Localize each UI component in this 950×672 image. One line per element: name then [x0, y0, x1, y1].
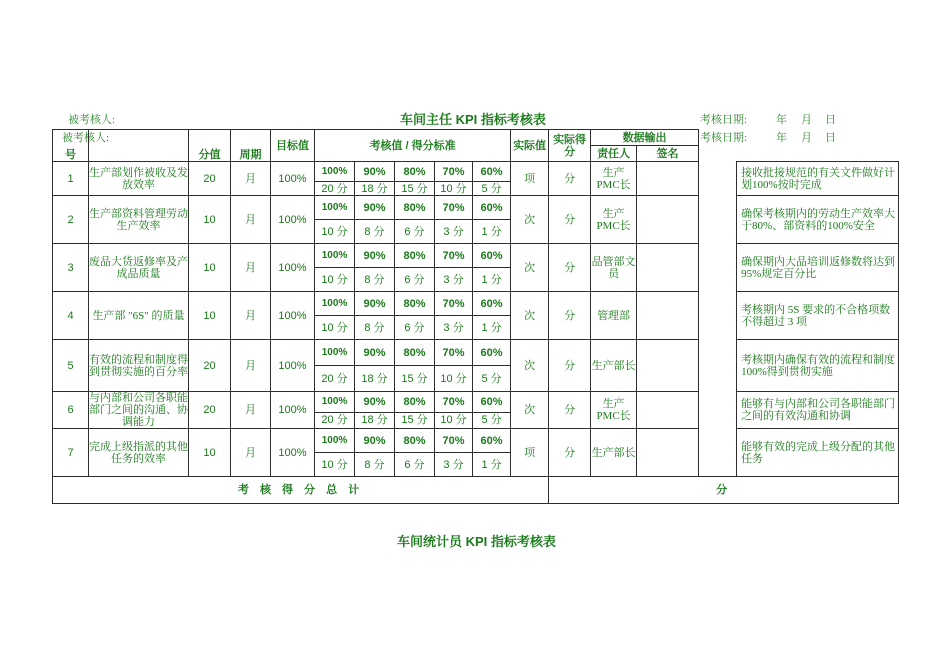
actual-score-unit: 分	[549, 196, 591, 244]
actual-unit: 次	[511, 392, 549, 429]
period-value: 月	[231, 292, 271, 340]
level-1: 100%	[315, 340, 355, 366]
actual-unit: 次	[511, 292, 549, 340]
spacer-cell	[699, 162, 737, 196]
spacer-cell	[699, 340, 737, 392]
kpi-table	[52, 129, 899, 504]
target-value: 100%	[271, 340, 315, 392]
period-value: 月	[231, 244, 271, 292]
score-2: 18 分	[355, 182, 395, 196]
score-3: 6 分	[395, 220, 435, 244]
score-5: 1 分	[473, 220, 511, 244]
weight-value: 10	[189, 196, 231, 244]
signature-cell	[637, 392, 699, 429]
level-5: 60%	[473, 392, 511, 413]
col-score-standard: 考核值 / 得分标准	[315, 130, 511, 162]
row-number: 4	[53, 292, 89, 340]
date-label-2: 考核日期:	[700, 132, 748, 144]
score-4: 10 分	[435, 182, 473, 196]
level-5: 60%	[473, 162, 511, 182]
date-day-2: 日	[825, 132, 836, 144]
score-1: 10 分	[315, 316, 355, 340]
score-4: 10 分	[435, 412, 473, 428]
kpi-item: 生产部 "6S" 的质量	[89, 292, 189, 340]
target-value: 100%	[271, 196, 315, 244]
date-day: 日	[825, 114, 836, 126]
owner-value: 生产部长	[591, 429, 637, 477]
signature-cell	[637, 244, 699, 292]
score-2: 8 分	[355, 220, 395, 244]
owner-value: 品管部文员	[591, 244, 637, 292]
col-seq: 号	[53, 130, 89, 162]
score-1: 10 分	[315, 268, 355, 292]
target-value: 100%	[271, 292, 315, 340]
page-title: 车间主任 KPI 指标考核表	[400, 112, 546, 127]
table-row	[53, 292, 899, 316]
period-value: 月	[231, 429, 271, 477]
col-weight: 分值	[189, 130, 231, 162]
level-3: 80%	[395, 340, 435, 366]
level-3: 80%	[395, 429, 435, 453]
score-5: 1 分	[473, 268, 511, 292]
actual-score-unit: 分	[549, 162, 591, 196]
score-5: 1 分	[473, 453, 511, 477]
actual-unit: 项	[511, 162, 549, 196]
table-row	[53, 340, 899, 366]
kpi-item: 完成上级指派的其他任务的效率	[89, 429, 189, 477]
level-4: 70%	[435, 340, 473, 366]
target-value: 100%	[271, 392, 315, 429]
actual-unit: 项	[511, 429, 549, 477]
level-1: 100%	[315, 429, 355, 453]
table-row	[53, 162, 899, 182]
score-1: 10 分	[315, 453, 355, 477]
row-number: 5	[53, 340, 89, 392]
score-1: 20 分	[315, 366, 355, 392]
score-5: 5 分	[473, 182, 511, 196]
standard-text: 接收批接规范的有关文件做好计划100%按时完成	[737, 162, 899, 196]
level-1: 100%	[315, 392, 355, 413]
level-4: 70%	[435, 429, 473, 453]
level-4: 70%	[435, 244, 473, 268]
actual-unit: 次	[511, 244, 549, 292]
table-row	[53, 429, 899, 453]
date-label: 考核日期:	[700, 114, 748, 126]
signature-cell	[637, 162, 699, 196]
score-3: 6 分	[395, 268, 435, 292]
row-number: 2	[53, 196, 89, 244]
actual-unit: 次	[511, 196, 549, 244]
col-actual-score: 实际得分	[549, 130, 591, 162]
score-4: 10 分	[435, 366, 473, 392]
score-1: 20 分	[315, 182, 355, 196]
standard-text: 确保考核期内的劳动生产效率大于80%、部资料的100%安全	[737, 196, 899, 244]
weight-value: 20	[189, 340, 231, 392]
col-target: 目标值	[271, 130, 315, 162]
table-row	[53, 196, 899, 220]
col-data-output: 数据输出	[591, 130, 699, 146]
actual-score-unit: 分	[549, 340, 591, 392]
owner-value: 管理部	[591, 292, 637, 340]
weight-value: 10	[189, 292, 231, 340]
score-5: 5 分	[473, 366, 511, 392]
spacer-cell	[699, 429, 737, 477]
kpi-item: 有效的流程和制度得到贯彻实施的百分率	[89, 340, 189, 392]
score-4: 3 分	[435, 316, 473, 340]
standard-text: 能够有与内部和公司各职能部门之间的有效沟通和协调	[737, 392, 899, 429]
level-1: 100%	[315, 162, 355, 182]
row-number: 3	[53, 244, 89, 292]
score-4: 3 分	[435, 268, 473, 292]
score-2: 8 分	[355, 316, 395, 340]
target-value: 100%	[271, 162, 315, 196]
score-5: 5 分	[473, 412, 511, 428]
level-5: 60%	[473, 292, 511, 316]
level-3: 80%	[395, 292, 435, 316]
level-5: 60%	[473, 429, 511, 453]
row-number: 6	[53, 392, 89, 429]
weight-value: 20	[189, 162, 231, 196]
col-item	[89, 130, 189, 162]
standard-text: 考核期内确保有效的流程和制度100%得到贯彻实施	[737, 340, 899, 392]
owner-value: 生产PMC长	[591, 162, 637, 196]
level-2: 90%	[355, 196, 395, 220]
examinee-label-2: 被考核人:	[62, 132, 110, 144]
actual-score-unit: 分	[549, 292, 591, 340]
header-row	[53, 130, 899, 146]
date-year: 年	[776, 114, 787, 126]
row-number: 7	[53, 429, 89, 477]
signature-cell	[637, 429, 699, 477]
standard-text: 能够有效的完成上级分配的其他任务	[737, 429, 899, 477]
score-3: 15 分	[395, 182, 435, 196]
row-number: 1	[53, 162, 89, 196]
score-1: 10 分	[315, 220, 355, 244]
score-3: 6 分	[395, 316, 435, 340]
level-1: 100%	[315, 292, 355, 316]
score-4: 3 分	[435, 220, 473, 244]
level-1: 100%	[315, 196, 355, 220]
standard-text: 确保期内大品培训返修数将达到95%规定百分比	[737, 244, 899, 292]
period-value: 月	[231, 162, 271, 196]
score-2: 8 分	[355, 268, 395, 292]
actual-score-unit: 分	[549, 429, 591, 477]
level-3: 80%	[395, 392, 435, 413]
total-row	[53, 477, 899, 504]
level-4: 70%	[435, 292, 473, 316]
level-1: 100%	[315, 244, 355, 268]
level-2: 90%	[355, 292, 395, 316]
weight-value: 20	[189, 392, 231, 429]
score-1: 20 分	[315, 412, 355, 428]
owner-value: 生产PMC长	[591, 392, 637, 429]
score-3: 15 分	[395, 366, 435, 392]
spacer-cell	[699, 292, 737, 340]
spacer-cell	[699, 196, 737, 244]
kpi-item: 生产部划作被收及发放效率	[89, 162, 189, 196]
level-4: 70%	[435, 196, 473, 220]
date-month: 月	[801, 114, 812, 126]
kpi-item: 生产部资料管理劳动生产效率	[89, 196, 189, 244]
table-row	[53, 392, 899, 413]
level-5: 60%	[473, 196, 511, 220]
score-2: 8 分	[355, 453, 395, 477]
col-standard-blank	[699, 130, 899, 162]
level-4: 70%	[435, 162, 473, 182]
date-year-2: 年	[776, 132, 787, 144]
signature-cell	[637, 340, 699, 392]
col-actual: 实际值	[511, 130, 549, 162]
next-table-title: 车间统计员 KPI 指标考核表	[397, 534, 556, 549]
level-2: 90%	[355, 340, 395, 366]
spacer-cell	[699, 244, 737, 292]
target-value: 100%	[271, 244, 315, 292]
score-2: 18 分	[355, 366, 395, 392]
score-5: 1 分	[473, 316, 511, 340]
kpi-item: 废品大货返修率及产成品质量	[89, 244, 189, 292]
actual-score-unit: 分	[549, 244, 591, 292]
signature-cell	[637, 292, 699, 340]
level-2: 90%	[355, 429, 395, 453]
level-2: 90%	[355, 392, 395, 413]
level-4: 70%	[435, 392, 473, 413]
signature-cell	[637, 196, 699, 244]
table-row	[53, 244, 899, 268]
period-value: 月	[231, 392, 271, 429]
total-label: 考 核 得 分 总 计	[53, 477, 549, 504]
level-3: 80%	[395, 244, 435, 268]
level-5: 60%	[473, 340, 511, 366]
kpi-item: 与内部和公司各职能部门之间的沟通、协调能力	[89, 392, 188, 428]
level-2: 90%	[355, 244, 395, 268]
col-period: 周期	[231, 130, 271, 162]
score-3: 6 分	[395, 453, 435, 477]
target-value: 100%	[271, 429, 315, 477]
weight-value: 10	[189, 244, 231, 292]
standard-text: 考核期内 5S 要求的不合格项数不得超过 3 项	[737, 292, 899, 340]
score-2: 18 分	[355, 412, 395, 428]
owner-value: 生产部长	[591, 340, 637, 392]
col-owner: 责任人	[591, 146, 637, 162]
period-value: 月	[231, 340, 271, 392]
spacer-cell	[699, 392, 737, 429]
total-unit: 分	[549, 477, 899, 504]
level-3: 80%	[395, 196, 435, 220]
col-signature: 签名	[637, 146, 699, 162]
level-2: 90%	[355, 162, 395, 182]
actual-unit: 次	[511, 340, 549, 392]
period-value: 月	[231, 196, 271, 244]
examinee-label: 被考核人:	[68, 114, 116, 126]
score-4: 3 分	[435, 453, 473, 477]
score-3: 15 分	[395, 412, 435, 428]
date-month-2: 月	[801, 132, 812, 144]
level-5: 60%	[473, 244, 511, 268]
owner-value: 生产PMC长	[591, 196, 637, 244]
actual-score-unit: 分	[549, 392, 591, 429]
weight-value: 10	[189, 429, 231, 477]
level-3: 80%	[395, 162, 435, 182]
